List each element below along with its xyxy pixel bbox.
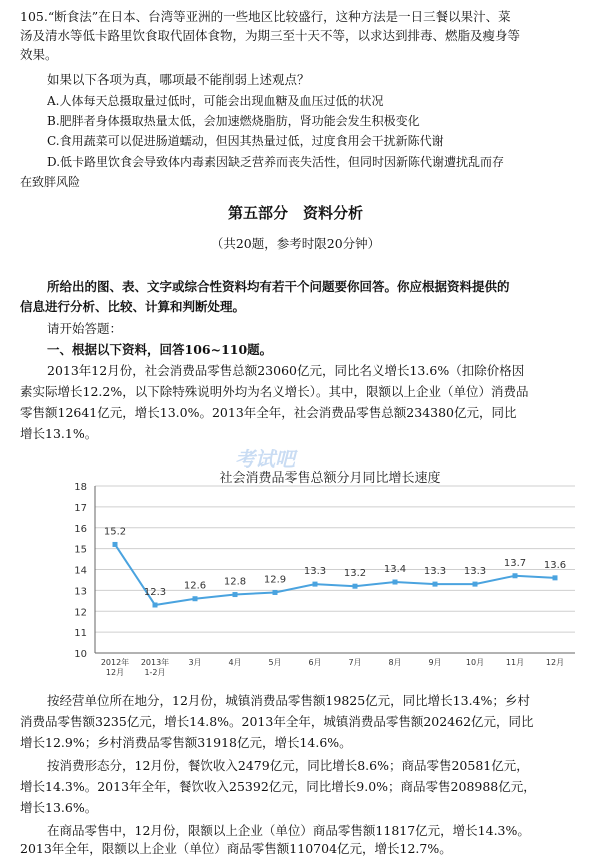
series-line xyxy=(104,526,566,607)
section-subtitle: （共20题，参考时限20分钟） xyxy=(210,236,381,251)
q105-option-a: A.人体每天总摄取量过低时，可能会出现血糖及血压过低的状况 xyxy=(47,94,384,108)
y-tick-label: 17 xyxy=(74,502,87,514)
y-tick-label: 18 xyxy=(74,482,87,493)
data-label: 12.6 xyxy=(183,580,207,592)
y-tick-label: 15 xyxy=(74,544,87,556)
x-tick-label: 2012年 12月 xyxy=(100,658,130,677)
q105-option-d: D.低卡路里饮食会导致体内毒素因缺乏营养而丧失活性，但同时因新陈代谢遭扰乱而存 xyxy=(47,155,505,169)
data-point xyxy=(313,582,318,587)
data-point xyxy=(113,542,118,547)
y-tick-label: 12 xyxy=(74,607,87,619)
x-axis-ticks xyxy=(101,657,564,677)
x-tick-label: 8月 xyxy=(388,658,402,667)
data-label: 12.9 xyxy=(263,574,287,586)
y-tick-label: 11 xyxy=(74,628,87,640)
data-label: 13.2 xyxy=(343,568,367,580)
q105-stem-line-1: 105.“断食法”在日本、台湾等亚洲的一些地区比较盛行，这种方法是一日三餐以果汁、菜 xyxy=(20,9,511,24)
x-tick-label: 3月 xyxy=(188,658,202,667)
data-label: 12.3 xyxy=(143,586,167,598)
after-line-4: 按消费形态分，12月份，餐饮收入2479亿元，同比增长8.6%；商品零售20581亿元， xyxy=(47,758,529,773)
q105-question: 如果以下各项为真，哪项最不能削弱上述观点？ xyxy=(47,72,310,87)
x-tick-label: 9月 xyxy=(428,658,442,667)
start-prompt: 请开始答题： xyxy=(47,321,123,336)
data-point xyxy=(193,596,198,601)
x-tick-label: 4月 xyxy=(228,658,242,667)
data-point xyxy=(473,582,478,587)
site-watermark-logo: 考试吧 xyxy=(235,448,295,471)
group-heading: 一、根据以下资料，回答106~110题。 xyxy=(47,342,273,357)
q105-stem-line-3: 效果。 xyxy=(20,47,58,62)
data-label: 13.3 xyxy=(303,566,327,578)
intro-line-2: 素实际增长12.2%，以下除特殊说明外均为名义增长）。其中，限额以上企业（单位）消费品 xyxy=(20,384,529,399)
data-label: 12.8 xyxy=(223,576,247,588)
q105-stem-line-2: 汤及清水等低卡路里饮食取代固体食物，为期三至十天不等，以求达到排毒、燃脂及瘦身等 xyxy=(20,28,521,43)
growth-line-chart xyxy=(20,448,591,684)
x-tick-label: 7月 xyxy=(348,658,362,667)
data-point xyxy=(393,580,398,585)
y-tick-label: 10 xyxy=(74,649,87,660)
instruction-line-1: 所给出的图、表、文字或综合性资料均有若干个问题要你回答。你应根据资料提供的 xyxy=(47,279,510,294)
data-point xyxy=(553,575,558,580)
x-tick-label: 6月 xyxy=(308,658,322,667)
data-point xyxy=(273,590,278,595)
chart-gridlines xyxy=(95,486,575,653)
section-title: 第五部分 资料分析 xyxy=(227,204,363,222)
x-tick-label: 11月 xyxy=(505,658,525,667)
intro-line-1: 2013年12月份，社会消费品零售总额23060亿元，同比名义增长13.6%（扣除价格因 xyxy=(47,363,525,378)
y-axis-ticks xyxy=(74,482,87,660)
data-label: 13.3 xyxy=(463,566,487,578)
x-tick-label: 10月 xyxy=(465,658,485,667)
after-line-5: 增长14.3%。2013年全年，餐饮收入25392亿元，同比增长9.0%；商品零售208988亿元， xyxy=(20,779,536,794)
intro-line-3: 零售额12641亿元，增长13.0%。2013年全年，社会消费品零售总额234380亿元，同比 xyxy=(20,405,517,420)
y-tick-label: 13 xyxy=(74,586,87,598)
x-tick-label: 12月 xyxy=(545,658,565,667)
q105-option-b: B.肥胖者身体摄取热量太低，会加速燃烧脂肪，肾功能会发生积极变化 xyxy=(47,114,420,128)
after-line-8: 2013年全年，限额以上企业（单位）商品零售额110704亿元，增长12.7%。 xyxy=(20,841,452,856)
data-label: 13.6 xyxy=(543,559,567,571)
after-line-6: 增长13.6%。 xyxy=(20,800,98,815)
data-label: 13.7 xyxy=(503,557,527,569)
y-tick-label: 16 xyxy=(74,523,87,535)
after-line-1: 按经营单位所在地分，12月份，城镇消费品零售额19825亿元，同比增长13.4%；乡村 xyxy=(47,693,530,708)
intro-line-4: 增长13.1%。 xyxy=(20,426,98,441)
after-line-7: 在商品零售中，12月份，限额以上企业（单位）商品零售额11817亿元，增长14.3%。 xyxy=(47,823,530,838)
x-tick-label: 2013年 1-2月 xyxy=(140,658,170,677)
x-tick-label: 5月 xyxy=(268,658,282,667)
after-line-2: 消费品零售额3235亿元，增长14.8%。2013年全年，城镇消费品零售额202462亿元，同比 xyxy=(20,714,534,729)
data-point xyxy=(153,602,158,607)
series-polyline xyxy=(115,544,555,605)
q105-option-d-cont: 在致胖风险 xyxy=(20,175,81,189)
data-label: 15.2 xyxy=(103,526,127,538)
data-label: 13.3 xyxy=(423,566,447,578)
data-point xyxy=(353,584,358,589)
q105-option-c: C.食用蔬菜可以促进肠道蠕动，但因其热量过低，过度食用会干扰新陈代谢 xyxy=(47,134,444,148)
y-tick-label: 14 xyxy=(74,565,87,577)
data-point xyxy=(513,573,518,578)
after-line-3: 增长12.9%；乡村消费品零售额31918亿元，增长14.6%。 xyxy=(20,735,352,750)
data-point xyxy=(433,582,438,587)
data-point xyxy=(233,592,238,597)
chart-title: 社会消费品零售总额分月同比增长速度 xyxy=(219,471,441,486)
instruction-line-2: 信息进行分析、比较、计算和判断处理。 xyxy=(20,299,246,314)
data-label: 13.4 xyxy=(383,564,407,576)
